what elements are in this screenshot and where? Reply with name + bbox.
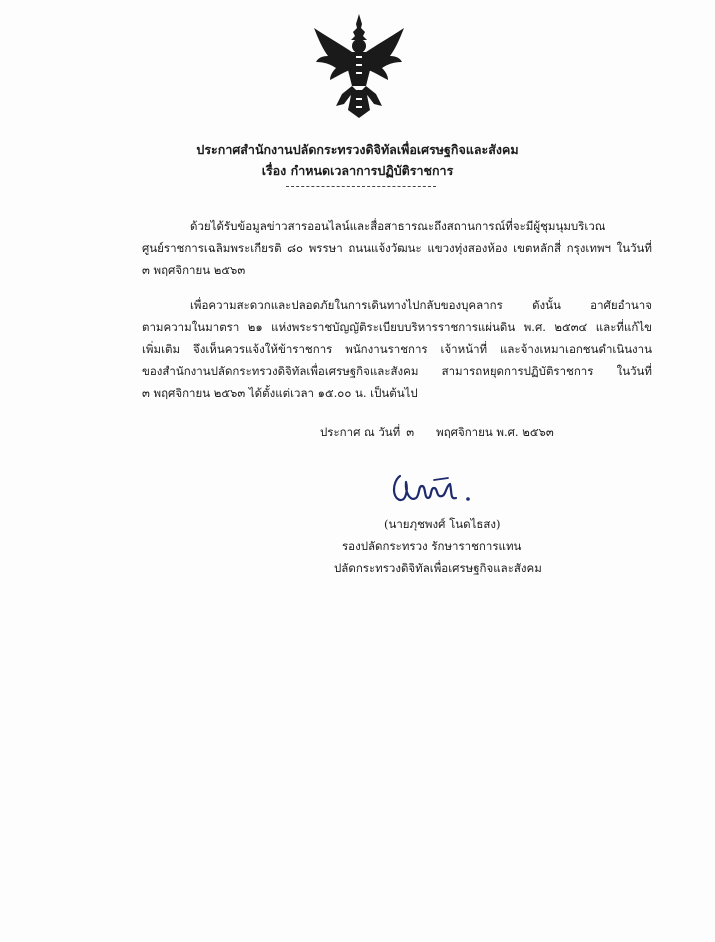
signer-title: ปลัดกระทรวงดิจิทัลเพื่อเศรษฐกิจและสังคม <box>334 561 542 575</box>
date-prefix: ประกาศ ณ วันที่ <box>320 425 401 439</box>
announcement-subject: เรื่อง กำหนดเวลาการปฏิบัติราชการ <box>261 163 454 178</box>
paragraph-1-line: ศูนย์ราชการเฉลิมพระเกียรติ ๘๐ พรรษา ถนนแจ้งวัฒนะ แขวงทุ่งสองห้อง เขตหลักสี่ กรุงเทพฯ ในวันที่ <box>142 241 652 255</box>
title-divider <box>286 186 436 187</box>
announcement-date <box>320 424 554 442</box>
paragraph-2-line: ตามความในมาตรา ๒๑ แห่งพระราชบัญญัติระเบียบบริหารราชการแผ่นดิน พ.ศ. ๒๕๓๔ และที่แก้ไข <box>142 320 652 334</box>
paragraph-2-line: ของสำนักงานปลัดกระทรวงดิจิทัลเพื่อเศรษฐกิจและสังคม สามารถหยุดการปฏิบัติราชการ ในวันที่ <box>142 364 652 378</box>
garuda-emblem-icon <box>312 14 406 118</box>
paragraph-1 <box>142 215 652 281</box>
date-month-year: พฤศจิกายน พ.ศ. ๒๕๖๓ <box>436 425 554 439</box>
signer-name: (นายภุชพงศ์ โนดไธสง) <box>384 517 501 531</box>
paragraph-2 <box>142 294 652 404</box>
handwritten-signature <box>386 468 486 508</box>
announcement-title: ประกาศสำนักงานปลัดกระทรวงดิจิทัลเพื่อเศรษฐกิจและสังคม <box>196 142 519 157</box>
paragraph-2-line: เพิ่มเติม จึงเห็นควรแจ้งให้ข้าราชการ พนักงานราชการ เจ้าหน้าที่ และจ้างเหมาเอกชนดำเนินงาน <box>142 342 652 356</box>
paragraph-1-line: ๓ พฤศจิกายน ๒๕๖๓ <box>142 263 246 277</box>
date-day: ๓ <box>406 425 415 439</box>
signer-position: รองปลัดกระทรวง รักษาราชการแทน <box>342 539 522 553</box>
paragraph-2-line: ๓ พฤศจิกายน ๒๕๖๓ ได้ตั้งแต่เวลา ๑๕.๐๐ น. เป็นต้นไป <box>142 386 418 400</box>
paragraph-2-line: เพื่อความสะดวกและปลอดภัยในการเดินทางไปกลับของบุคลากร ดังนั้น อาศัยอำนาจ <box>190 298 652 312</box>
paragraph-1-line: ด้วยได้รับข้อมูลข่าวสารออนไลน์และสื่อสาธารณะถึงสถานการณ์ที่จะมีผู้ชุมนุมบริเวณ <box>190 219 606 233</box>
